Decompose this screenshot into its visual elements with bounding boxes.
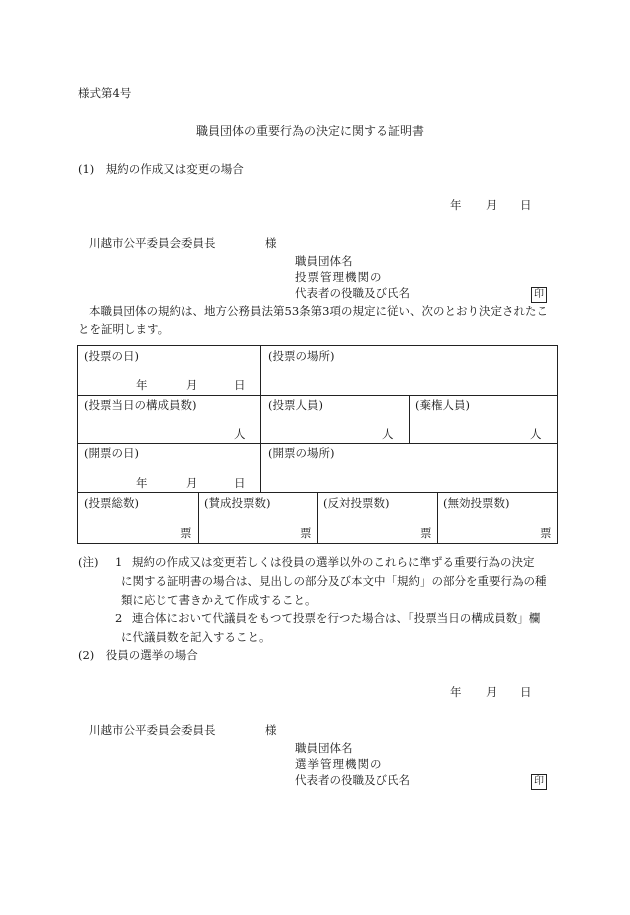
section2-agency-line1: 選挙管理機関の xyxy=(295,757,383,771)
document-title: 職員団体の重要行為の決定に関する証明書 xyxy=(196,124,425,138)
section1-addressee: 川越市公平委員会委員長 xyxy=(89,236,216,250)
section2-date-day: 日 xyxy=(520,685,532,699)
section1-agency-line2: 代表者の役職及び氏名 xyxy=(295,286,410,300)
invalid-votes-label: (無効投票数) xyxy=(443,496,510,510)
yes-votes-unit: 票 xyxy=(300,526,312,540)
abstain-label: (棄権人員) xyxy=(415,398,470,412)
note2-line2: に代議員数を記入すること。 xyxy=(121,630,271,644)
members-unit: 人 xyxy=(234,427,246,441)
section1-agency-line1: 投票管理機関の xyxy=(295,270,383,284)
invalid-votes-unit: 票 xyxy=(540,526,552,540)
vote-date-year: 年 xyxy=(136,378,148,392)
count-date-year: 年 xyxy=(136,476,148,490)
section1-honorific: 様 xyxy=(265,236,277,250)
note2-number: 2 xyxy=(115,611,123,625)
note1-line1: 規約の作成又は変更若しくは役員の選挙以外のこれらに準ずる重要行為の決定 xyxy=(132,555,535,569)
note2-line1: 連合体において代議員をもつて投票を行つた場合は、「投票当日の構成員数」欄 xyxy=(132,611,541,625)
count-date-day: 日 xyxy=(234,476,246,490)
section2-honorific: 様 xyxy=(265,723,277,737)
vote-date-month: 月 xyxy=(186,378,198,392)
vote-place-label: (投票の場所) xyxy=(268,349,335,363)
count-date-label: (開票の日) xyxy=(84,446,139,460)
total-votes-label: (投票総数) xyxy=(84,496,139,510)
voters-label: (投票人員) xyxy=(268,398,323,412)
form-number: 様式第4号 xyxy=(78,86,132,100)
voters-unit: 人 xyxy=(382,427,394,441)
section2-org-name-label: 職員団体名 xyxy=(295,741,353,755)
note1-number: 1 xyxy=(115,555,123,569)
note1-line2: に関する証明書の場合は、見出しの部分及び本文中「規約」の部分を重要行為の種 xyxy=(121,574,547,588)
count-place-label: (開票の場所) xyxy=(268,446,335,460)
section1-date-day: 日 xyxy=(520,198,532,212)
section1-date-month: 月 xyxy=(486,198,498,212)
vote-date-day: 日 xyxy=(234,378,246,392)
section2-date-month: 月 xyxy=(486,685,498,699)
section2-agency-line2: 代表者の役職及び氏名 xyxy=(295,773,410,787)
vote-record-table xyxy=(77,345,558,544)
section1-body-line2: とを証明します。 xyxy=(78,322,170,336)
vote-date-label: (投票の日) xyxy=(84,349,139,363)
no-votes-unit: 票 xyxy=(420,526,432,540)
section1-org-name-label: 職員団体名 xyxy=(295,254,353,268)
total-votes-unit: 票 xyxy=(180,526,192,540)
section2-seal-mark: 印 xyxy=(531,774,547,790)
section1-body-line1: 本職員団体の規約は、地方公務員法第53条第3項の規定に従い、次のとおり決定されたこ xyxy=(89,304,548,318)
note1-line3: 類に応じて書きかえて作成すること。 xyxy=(121,593,317,607)
section2-date-year: 年 xyxy=(450,685,462,699)
section1-date-year: 年 xyxy=(450,198,462,212)
count-date-month: 月 xyxy=(186,476,198,490)
yes-votes-label: (賛成投票数) xyxy=(204,496,271,510)
section2-heading: (2) 役員の選挙の場合 xyxy=(78,648,198,662)
section1-heading: (1) 規約の作成又は変更の場合 xyxy=(78,162,244,176)
section2-addressee: 川越市公平委員会委員長 xyxy=(89,723,216,737)
section1-seal-mark: 印 xyxy=(531,287,547,303)
abstain-unit: 人 xyxy=(530,427,542,441)
notes-label: (注) xyxy=(78,555,99,569)
no-votes-label: (反対投票数) xyxy=(323,496,390,510)
members-label: (投票当日の構成員数) xyxy=(84,398,197,412)
